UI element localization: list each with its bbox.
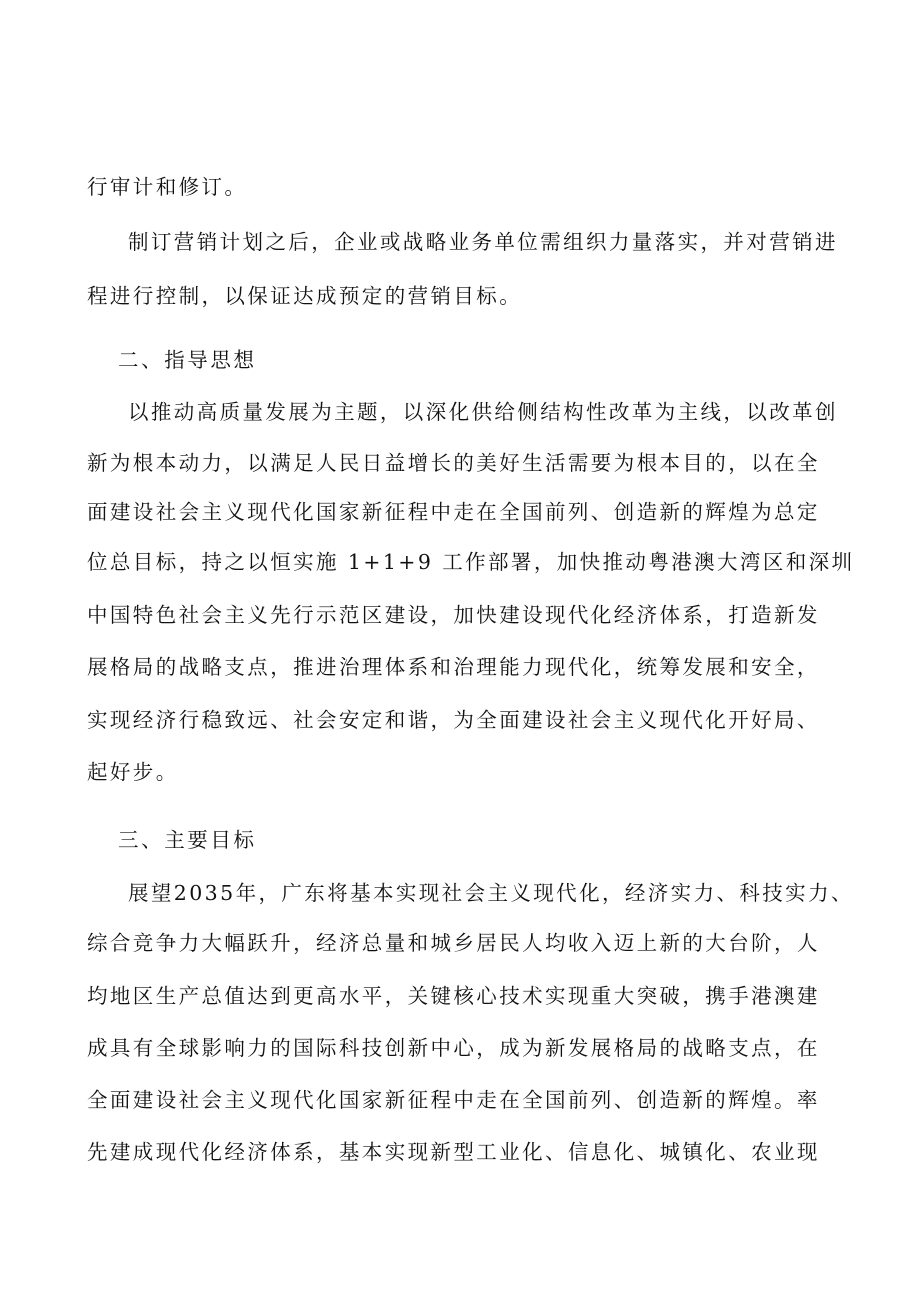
paragraph-line: 制订营销计划之后，企业或战略业务单位需组织力量落实，并对营销进 [128, 230, 838, 254]
paragraph-line: 综合竞争力大幅跃升，经济总量和城乡居民人均收入迈上新的大台阶，人 [87, 931, 820, 955]
paragraph-line: 以推动高质量发展为主题，以深化供给侧结构性改革为主线，以改革创 [128, 400, 838, 424]
paragraph-line: 展望2035年，广东将基本实现社会主义现代化，经济实力、科技实力、 [128, 881, 854, 905]
paragraph-line: 程进行控制，以保证达成预定的营销目标。 [87, 284, 523, 308]
paragraph-line: 全面建设社会主义现代化国家新征程中走在全国前列、创造新的辉煌。率 [87, 1088, 820, 1112]
paragraph-line: 新为根本动力，以满足人民日益增长的美好生活需要为根本目的，以在全 [87, 451, 820, 475]
section-heading: 三、主要目标 [118, 828, 257, 852]
paragraph-line: 起好步。 [87, 760, 179, 784]
paragraph-line: 行审计和修订。 [87, 175, 248, 199]
paragraph-line: 先建成现代化经济体系，基本实现新型工业化、信息化、城镇化、农业现 [87, 1140, 820, 1164]
paragraph-line: 成具有全球影响力的国际科技创新中心，成为新发展格局的战略支点，在 [87, 1036, 820, 1060]
paragraph-line: 实现经济行稳致远、社会安定和谐，为全面建设社会主义现代化开好局、 [87, 708, 820, 732]
section-heading: 二、指导思想 [118, 348, 257, 372]
paragraph-line: 展格局的战略支点，推进治理体系和治理能力现代化，统筹发展和安全， [87, 655, 820, 679]
paragraph-line: 均地区生产总值达到更高水平，关键核心技术实现重大突破，携手港澳建 [87, 984, 820, 1008]
paragraph-line: 面建设社会主义现代化国家新征程中走在全国前列、创造新的辉煌为总定 [87, 500, 820, 524]
paragraph-line: 中国特色社会主义先行示范区建设，加快建设现代化经济体系，打造新发 [87, 603, 820, 627]
paragraph-line: 位总目标，持之以恒实施 1+1+9 工作部署，加快推动粤港澳大湾区和深圳 [87, 550, 855, 574]
